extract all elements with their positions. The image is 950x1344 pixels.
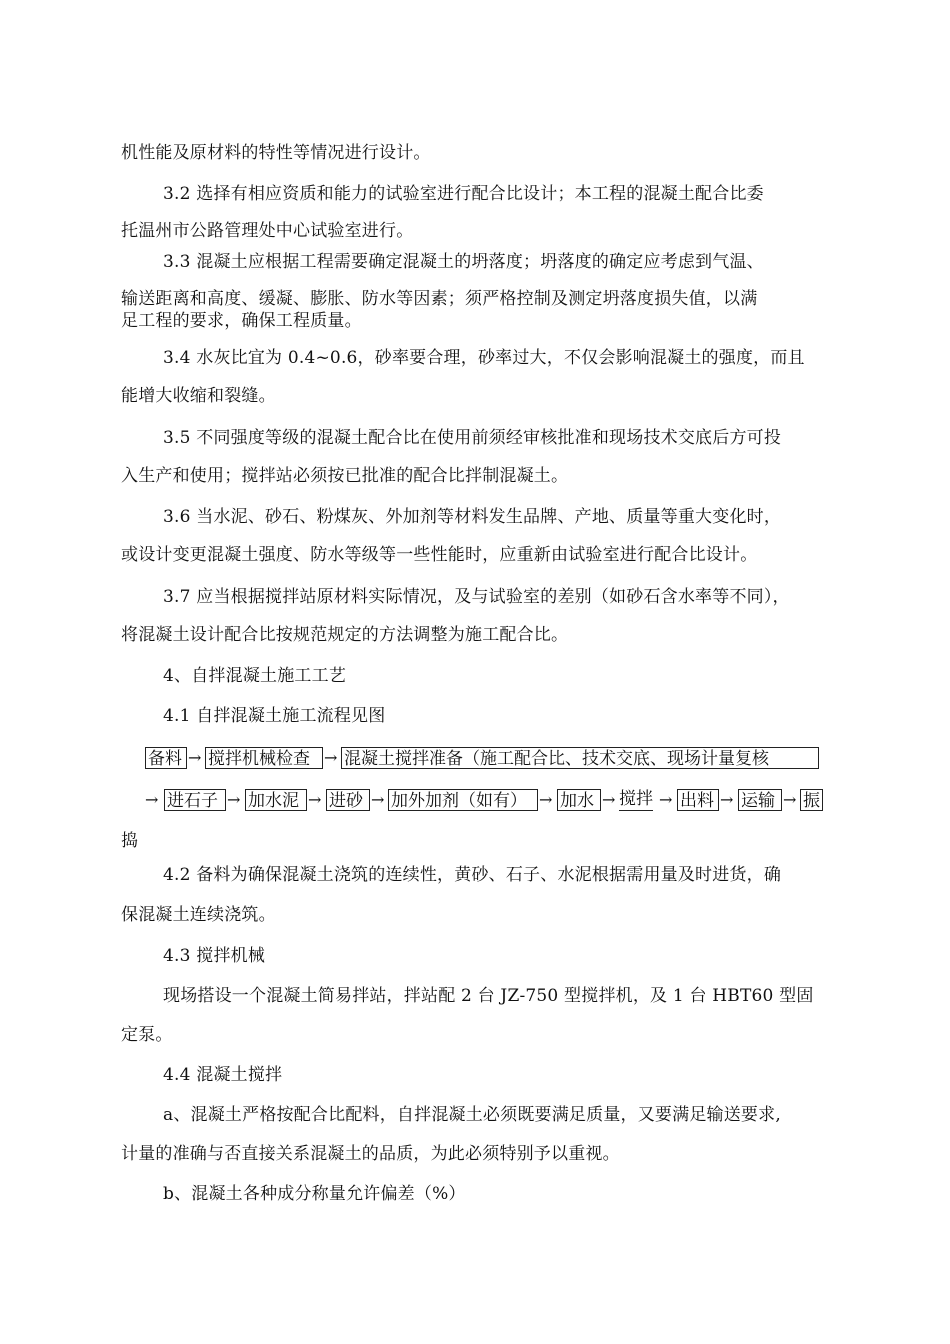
flow-arrow: →: [308, 790, 322, 809]
item-b: b、混凝土各种成分称量允许偏差（%）: [163, 1184, 466, 1204]
paragraph-line: 计量的准确与否直接关系混凝土的品质，为此必须特别予以重视。: [121, 1144, 620, 1164]
paragraph-line: 托温州市公路管理处中心试验室进行。: [121, 221, 414, 241]
item-a: a、混凝土严格按配合比配料，自拌混凝土必须既要满足质量，又要满足输送要求,: [163, 1105, 781, 1125]
flow-step-box: 运输: [738, 789, 782, 811]
heading-4-3: 4.3 搅拌机械: [163, 946, 266, 966]
flow-step-box: 出料: [677, 789, 719, 811]
flow-step-underlined: 搅拌: [619, 789, 653, 809]
flow-arrow: →: [602, 790, 616, 809]
flow-arrow: →: [371, 790, 385, 809]
flow-arrow: →: [659, 790, 673, 809]
flow-tail: 捣: [121, 831, 139, 851]
section-3-3: 3.3 混凝土应根据工程需要确定混凝土的坍落度；坍落度的确定应考虑到气温、: [163, 252, 764, 272]
paragraph-line: 或设计变更混凝土强度、防水等级等一些性能时，应重新由试验室进行配合比设计。: [121, 545, 758, 565]
paragraph-line: 定泵。: [121, 1025, 173, 1045]
section-3-2: 3.2 选择有相应资质和能力的试验室进行配合比设计；本工程的混凝土配合比委: [163, 184, 764, 204]
paragraph-line: 能增大收缩和裂缝。: [121, 386, 276, 406]
flow-step-box: 加水泥: [245, 789, 307, 811]
flow-arrow: →: [783, 790, 797, 809]
flow-step-box: 加水: [557, 789, 601, 811]
section-4-3-body: 现场搭设一个混凝土简易拌站，拌站配 2 台 JZ-750 型搅拌机，及 1 台 HBT60 型固: [163, 986, 814, 1006]
flow-step-box: 备料: [145, 747, 187, 769]
flow-arrow: →: [145, 790, 159, 809]
flow-row-1: [145, 747, 855, 773]
paragraph-line: 输送距离和高度、缓凝、膨胀、防水等因素；须严格控制及测定坍落度损失值，以满: [121, 289, 758, 309]
flow-step-box: 搅拌机械检查: [205, 747, 323, 769]
flow-step-box: 混凝土搅拌准备（施工配合比、技术交底、现场计量复核: [341, 747, 819, 769]
heading-4-1: 4.1 自拌混凝土施工流程见图: [163, 706, 386, 726]
flow-row-2: [145, 789, 855, 815]
heading-4-4: 4.4 混凝土搅拌: [163, 1065, 283, 1085]
section-3-7: 3.7 应当根据搅拌站原材料实际情况，及与试验室的差别（如砂石含水率等不同），: [163, 587, 790, 607]
section-4-2: 4.2 备料为确保混凝土浇筑的连续性，黄砂、石子、水泥根据需用量及时进货，确: [163, 865, 782, 885]
flow-arrow: →: [539, 790, 553, 809]
flow-step-box: 加外加剂（如有）: [388, 789, 538, 811]
paragraph-line: 机性能及原材料的特性等情况进行设计。: [121, 143, 431, 163]
paragraph-line: 入生产和使用；搅拌站必须按已批准的配合比拌制混凝土。: [121, 466, 569, 486]
paragraph-line: 保混凝土连续浇筑。: [121, 905, 276, 925]
flow-step-box: 进石子: [164, 789, 226, 811]
heading-4: 4、自拌混凝土施工工艺: [163, 666, 347, 686]
section-3-5: 3.5 不同强度等级的混凝土配合比在使用前须经审核批准和现场技术交底后方可投: [163, 428, 782, 448]
paragraph-line: 足工程的要求，确保工程质量。: [121, 311, 362, 331]
flow-arrow: →: [188, 748, 202, 767]
flow-arrow: →: [227, 790, 241, 809]
flow-step-box: 振: [800, 789, 823, 811]
section-3-6: 3.6 当水泥、砂石、粉煤灰、外加剂等材料发生品牌、产地、质量等重大变化时，: [163, 507, 782, 527]
paragraph-line: 将混凝土设计配合比按规范规定的方法调整为施工配合比。: [121, 625, 569, 645]
flow-step-box: 进砂: [326, 789, 370, 811]
section-3-4: 3.4 水灰比宜为 0.4~0.6，砂率要合理，砂率过大，不仅会影响混凝土的强度，而且: [163, 348, 805, 368]
flow-arrow: →: [324, 748, 338, 767]
flow-arrow: →: [720, 790, 734, 809]
